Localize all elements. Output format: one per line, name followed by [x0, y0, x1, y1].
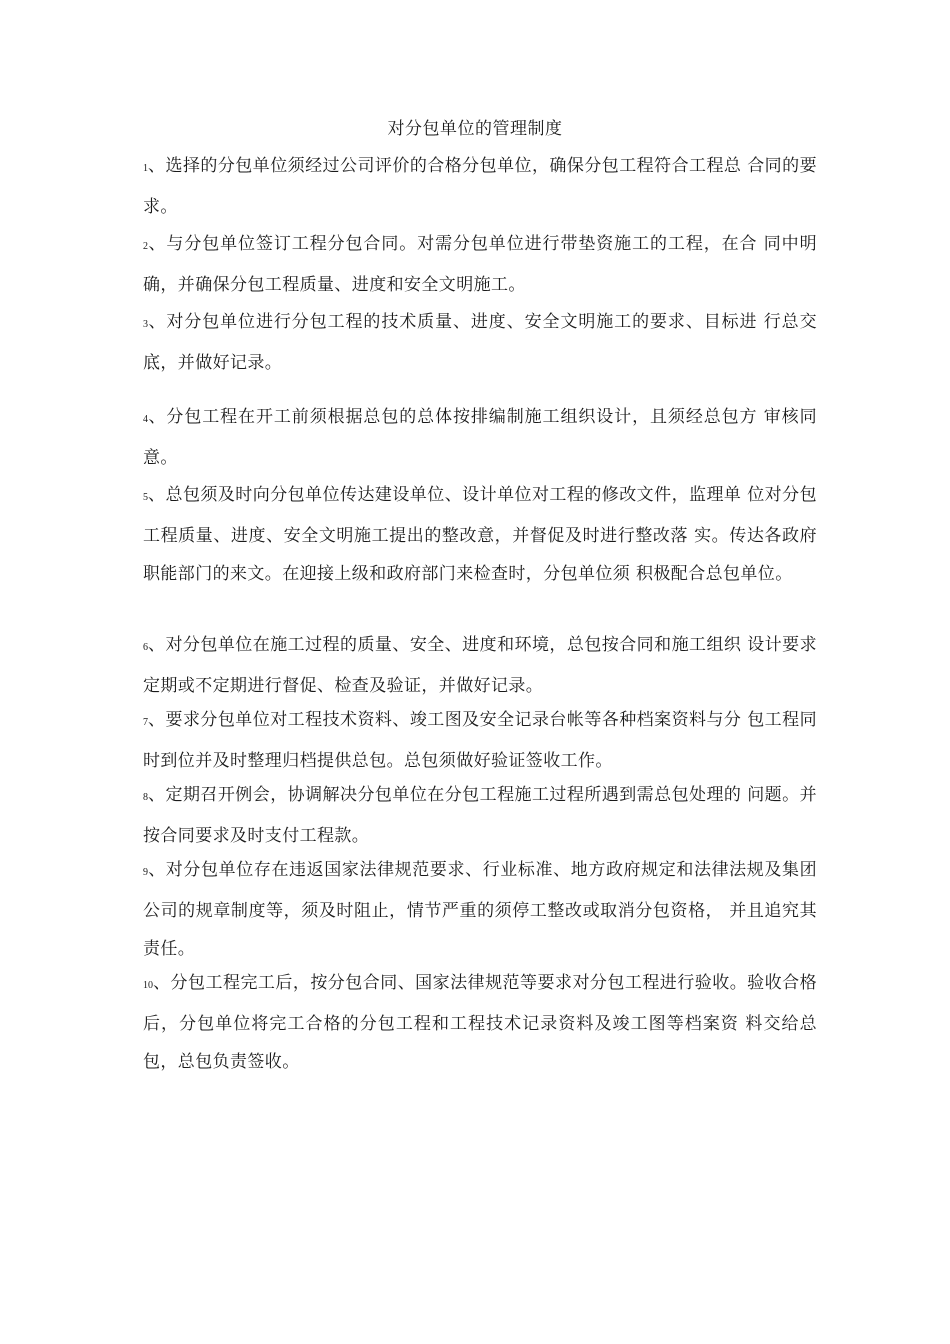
item-number: 7 — [143, 717, 148, 728]
item-text: 、定期召开例会，协调解决分包单位在分包工程施工过程所遇到需总包处理的 问题。并按合同要求及时支付工程款。 — [143, 785, 817, 846]
item-number: 2 — [143, 241, 148, 252]
item-number: 3 — [143, 319, 148, 330]
list-item-1 — [143, 147, 817, 226]
list-item-9 — [143, 851, 817, 968]
list-item-10 — [143, 964, 817, 1081]
item-text: 、分包工程完工后，按分包合同、国家法律规范等要求对分包工程进行验收。验收合格后，分包单位将完工合格的分包工程和工程技术记录资料及竣工图等档案资 料交给总包，总包负责签收。 — [143, 973, 817, 1072]
item-number: 9 — [143, 867, 148, 878]
list-item-7 — [143, 701, 817, 780]
item-number: 1 — [143, 163, 148, 174]
list-item-4 — [143, 398, 817, 477]
document-title: 对分包单位的管理制度 — [387, 119, 563, 139]
list-item-6 — [143, 626, 817, 705]
item-text: 、选择的分包单位须经过公司评价的合格分包单位，确保分包工程符合工程总 合同的要求。 — [143, 156, 817, 217]
item-text: 、对分包单位在施工过程的质量、安全、进度和环境，总包按合同和施工组织 设计要求定期或不定期进行督促、检查及验证，并做好记录。 — [143, 635, 817, 696]
item-text: 、要求分包单位对工程技术资料、竣工图及安全记录台帐等各种档案资料与分 包工程同时到位并及时整理归档提供总包。总包须做好验证签收工作。 — [143, 710, 817, 771]
item-text: 、分包工程在开工前须根据总包的总体按排编制施工组织设计，且须经总包方 审核同意。 — [143, 407, 817, 468]
item-number: 10 — [143, 980, 153, 991]
item-text: 、对分包单位存在违返国家法律规范要求、行业标准、地方政府规定和法律法规及集团公司的规章制度等，须及时阻止，情节严重的须停工整改或取消分包资格， 并且追究其责任。 — [143, 860, 817, 959]
item-number: 5 — [143, 492, 148, 503]
list-item-5 — [143, 476, 817, 593]
item-number: 4 — [143, 414, 148, 425]
item-text: 、总包须及时向分包单位传达建设单位、设计单位对工程的修改文件，监理单 位对分包工程质量、进度、安全文明施工提出的整改意，并督促及时进行整改落 实。传达各政府职能部门的来文。在迎接上级和政府部门来检查时，分包单位须 积极配合总包单位。 — [143, 485, 817, 584]
item-number: 8 — [143, 792, 148, 803]
list-item-8 — [143, 776, 817, 855]
item-text: 、对分包单位进行分包工程的技术质量、进度、安全文明施工的要求、目标进 行总交底，并做好记录。 — [143, 312, 817, 373]
list-item-2 — [143, 225, 817, 304]
list-item-3 — [143, 303, 817, 382]
item-number: 6 — [143, 642, 148, 653]
item-text: 、与分包单位签订工程分包合同。对需分包单位进行带垫资施工的工程，在合 同中明确，并确保分包工程质量、进度和安全文明施工。 — [143, 234, 817, 295]
